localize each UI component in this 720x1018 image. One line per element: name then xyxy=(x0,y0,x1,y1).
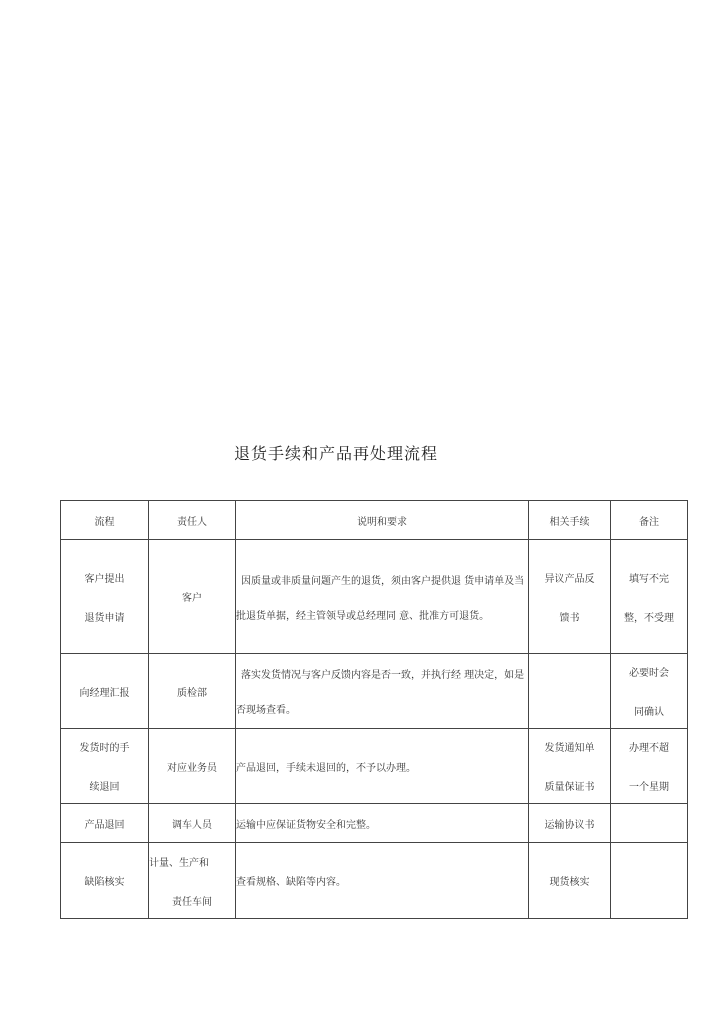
owner-cell xyxy=(149,729,236,804)
header-description: 说明和要求 xyxy=(236,501,529,540)
process-text: 产品退回 xyxy=(84,819,125,831)
remarks-text: 同确认 xyxy=(634,707,664,718)
description-text: 落实发货情况与客户反馈内容是否一致，并执行经 理决定，如是 xyxy=(241,670,525,681)
process-cell xyxy=(61,540,149,654)
owner-cell xyxy=(149,804,236,843)
procedure-cell xyxy=(529,654,611,729)
owner-cell xyxy=(149,540,236,654)
owner-text: 调车人员 xyxy=(172,819,212,831)
description-text: 运输中应保证货物安全和完整。 xyxy=(236,819,376,831)
description-text: 否现场查看。 xyxy=(236,705,296,716)
process-cell xyxy=(61,729,149,804)
owner-text: 对应业务员 xyxy=(167,762,217,774)
process-cell xyxy=(61,843,149,919)
description-cell xyxy=(236,843,529,919)
header-process: 流程 xyxy=(61,501,149,540)
owner-cell xyxy=(149,654,236,729)
description-cell xyxy=(236,654,529,729)
remarks-cell xyxy=(611,843,688,919)
remarks-cell xyxy=(611,729,688,804)
process-cell xyxy=(61,804,149,843)
process-cell xyxy=(61,654,149,729)
procedure-text: 质量保证书 xyxy=(544,782,595,793)
procedure-cell xyxy=(529,843,611,919)
process-text: 客户提出 xyxy=(84,573,125,585)
procedure-text: 运输协议书 xyxy=(544,819,595,831)
process-text: 发货时的手 xyxy=(79,743,130,754)
table-row xyxy=(61,540,688,654)
table-row xyxy=(61,804,688,843)
table-row xyxy=(61,843,688,919)
process-text: 退货申请 xyxy=(84,612,125,624)
procedure-cell xyxy=(529,540,611,654)
description-cell xyxy=(236,729,529,804)
header-remarks: 备注 xyxy=(611,501,688,540)
owner-text: 责任车间 xyxy=(172,896,212,908)
process-text: 缺陷核实 xyxy=(84,877,125,888)
description-cell xyxy=(236,804,529,843)
description-cell xyxy=(236,540,529,654)
procedure-text: 馈书 xyxy=(559,612,580,624)
process-text: 向经理汇报 xyxy=(79,687,130,699)
description-text: 批退货单据，经主管领导或总经理同 意、批准方可退货。 xyxy=(236,610,490,622)
procedure-cell xyxy=(529,804,611,843)
remarks-cell xyxy=(611,540,688,654)
remarks-text: 办理不超 xyxy=(629,743,669,754)
procedure-text: 异议产品反 xyxy=(544,573,595,585)
owner-text: 客户 xyxy=(182,593,202,604)
remarks-cell xyxy=(611,804,688,843)
procedure-text: 现货核实 xyxy=(549,877,590,888)
table-row xyxy=(61,729,688,804)
process-table xyxy=(60,500,688,919)
remarks-text: 填写不完 xyxy=(629,573,669,585)
description-text: 产品退回，手续未退回的，不予以办理。 xyxy=(236,762,416,774)
header-procedure: 相关手续 xyxy=(529,501,611,540)
document-title: 退货手续和产品再处理流程 xyxy=(233,444,438,463)
remarks-cell xyxy=(611,654,688,729)
remarks-text: 整，不受理 xyxy=(624,612,674,624)
remarks-text: 一个星期 xyxy=(629,782,669,793)
header-owner: 责任人 xyxy=(149,501,236,540)
owner-text: 质检部 xyxy=(177,687,207,699)
description-text: 查看规格、缺陷等内容。 xyxy=(236,877,346,888)
procedure-cell xyxy=(529,729,611,804)
owner-cell xyxy=(149,843,236,919)
remarks-text: 必要时会 xyxy=(629,668,669,679)
procedure-text: 发货通知单 xyxy=(544,743,595,754)
table-header-row xyxy=(61,501,688,540)
description-text: 因质量或非质量问题产生的退货，须由客户提供退 货申请单及当 xyxy=(241,575,525,587)
table-row xyxy=(61,654,688,729)
process-text: 续退回 xyxy=(89,782,120,793)
owner-text: 计量、生产和 xyxy=(149,857,209,869)
